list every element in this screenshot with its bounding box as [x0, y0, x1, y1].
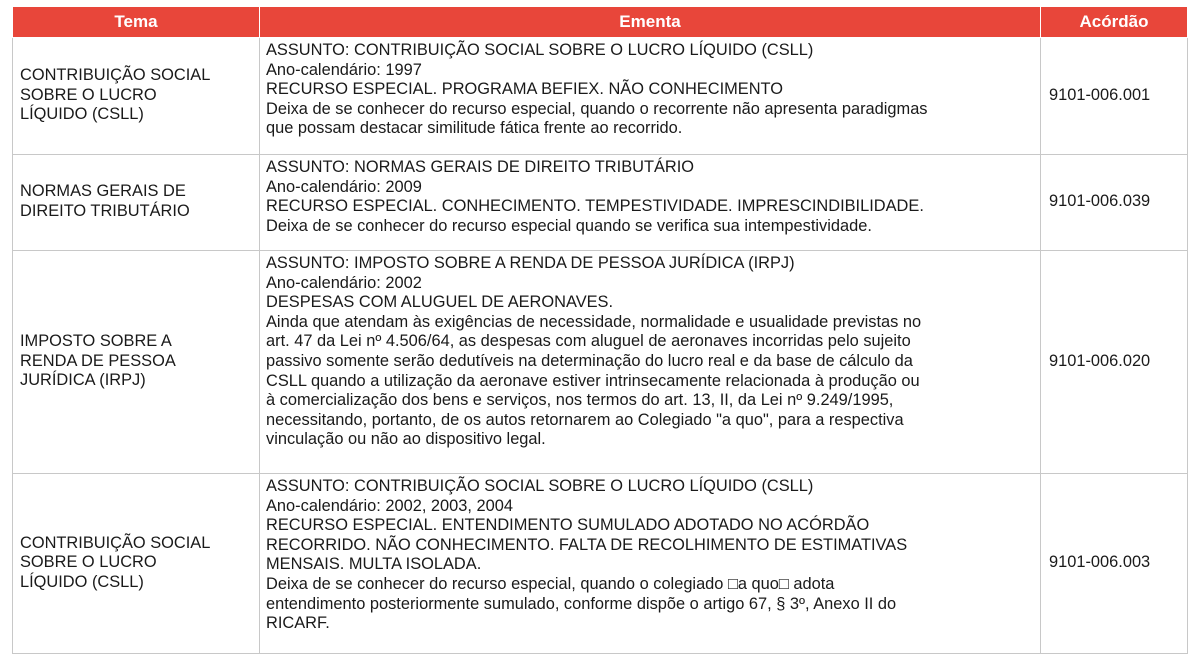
- table-row: [13, 155, 1188, 251]
- tema-line: DIREITO TRIBUTÁRIO: [20, 202, 190, 220]
- ementa-line: Deixa de se conhecer do recurso especial, quando o recorrente não apresenta paradigmas: [266, 99, 928, 118]
- header-ementa: Ementa: [260, 7, 1041, 38]
- table-row: [13, 474, 1188, 654]
- tema-line: RENDA DE PESSOA: [20, 351, 176, 370]
- tema-line: SOBRE O LUCRO: [20, 553, 157, 572]
- ementa-line: art. 47 da Lei nº 4.506/64, as despesas com aluguel de aeronaves incorridas pelo sujeito: [266, 332, 911, 351]
- tema-line: LÍQUIDO (CSLL): [20, 105, 144, 124]
- ementa-line: CSLL quando a utilização da aeronave estiver intrinsecamente relacionada à produção ou: [266, 371, 920, 390]
- ementa-line: RECORRIDO. NÃO CONHECIMENTO. FALTA DE RECOLHIMENTO DE ESTIMATIVAS: [266, 535, 908, 554]
- ementa-line: ASSUNTO: CONTRIBUIÇÃO SOCIAL SOBRE O LUCRO LÍQUIDO (CSLL): [266, 41, 814, 59]
- ementa-line: Deixa de se conhecer do recurso especial quando se verifica sua intempestividade.: [266, 216, 872, 235]
- table-row: [13, 251, 1188, 474]
- ementa-line: RECURSO ESPECIAL. ENTENDIMENTO SUMULADO ADOTADO NO ACÓRDÃO: [266, 516, 870, 535]
- tema-line: CONTRIBUIÇÃO SOCIAL: [20, 66, 211, 85]
- tema-cell: [13, 251, 260, 474]
- acordao-cell: 9101-006.001: [1041, 38, 1188, 155]
- ementa-line: RECURSO ESPECIAL. CONHECIMENTO. TEMPESTIVIDADE. IMPRESCINDIBILIDADE.: [266, 197, 924, 216]
- tema-line: IMPOSTO SOBRE A: [20, 332, 172, 351]
- tema-line: JURÍDICA (IRPJ): [20, 371, 146, 390]
- ementa-line: Ano-calendário: 2009: [266, 177, 422, 196]
- acordao-cell: 9101-006.020: [1041, 251, 1188, 474]
- tema-cell: [13, 38, 260, 155]
- ementa-line: RICARF.: [266, 614, 330, 633]
- ementa-line: Ainda que atendam às exigências de necessidade, normalidade e usualidade previstas no: [266, 312, 922, 331]
- ementa-line: Ano-calendário: 1997: [266, 60, 422, 79]
- header-row: [13, 7, 1188, 38]
- ementa-line: vinculação ou não ao dispositivo legal.: [266, 430, 546, 449]
- ementa-line: ASSUNTO: NORMAS GERAIS DE DIREITO TRIBUTÁRIO: [266, 158, 695, 176]
- ementa-line: passivo somente serão dedutíveis na determinação do lucro real e da base de cálculo da: [266, 351, 913, 370]
- ementa-cell: [260, 38, 1041, 155]
- tema-line: LÍQUIDO (CSLL): [20, 572, 144, 591]
- ementa-line: à comercialização dos bens e serviços, nos termos do art. 13, II, da Lei nº 9.249/1995,: [266, 391, 894, 410]
- tema-line: CONTRIBUIÇÃO SOCIAL: [20, 533, 211, 552]
- acordao-cell: 9101-006.003: [1041, 474, 1188, 654]
- table-row: [13, 38, 1188, 155]
- ementa-line: entendimento posteriormente sumulado, conforme dispõe o artigo 67, § 3º, Anexo II do: [266, 594, 897, 613]
- ementa-line: ASSUNTO: IMPOSTO SOBRE A RENDA DE PESSOA JURÍDICA (IRPJ): [266, 254, 795, 272]
- ementa-line: ASSUNTO: CONTRIBUIÇÃO SOCIAL SOBRE O LUCRO LÍQUIDO (CSLL): [266, 477, 814, 495]
- ementa-line: Deixa de se conhecer do recurso especial, quando o colegiado □a quo□ adota: [266, 574, 835, 593]
- header-acordao: Acórdão: [1041, 7, 1188, 38]
- ementa-cell: [260, 474, 1041, 654]
- tema-cell: [13, 474, 260, 654]
- ementa-line: MENSAIS. MULTA ISOLADA.: [266, 555, 482, 574]
- ementa-line: que possam destacar similitude fática frente ao recorrido.: [266, 119, 683, 138]
- ementa-line: Ano-calendário: 2002, 2003, 2004: [266, 496, 513, 515]
- ementa-line: necessitando, portanto, de os autos retornarem ao Colegiado "a quo", para a respectiva: [266, 410, 904, 429]
- ementa-cell: [260, 251, 1041, 474]
- tema-line: NORMAS GERAIS DE: [20, 182, 186, 201]
- header-tema: Tema: [13, 7, 260, 38]
- tema-cell: [13, 155, 260, 251]
- acordao-cell: 9101-006.039: [1041, 155, 1188, 251]
- ementa-line: DESPESAS COM ALUGUEL DE AERONAVES.: [266, 293, 614, 312]
- ementa-line: RECURSO ESPECIAL. PROGRAMA BEFIEX. NÃO CONHECIMENTO: [266, 80, 784, 99]
- ementa-cell: [260, 155, 1041, 251]
- acordaos-table: [12, 6, 1188, 654]
- ementa-line: Ano-calendário: 2002: [266, 273, 422, 292]
- tema-line: SOBRE O LUCRO: [20, 85, 157, 104]
